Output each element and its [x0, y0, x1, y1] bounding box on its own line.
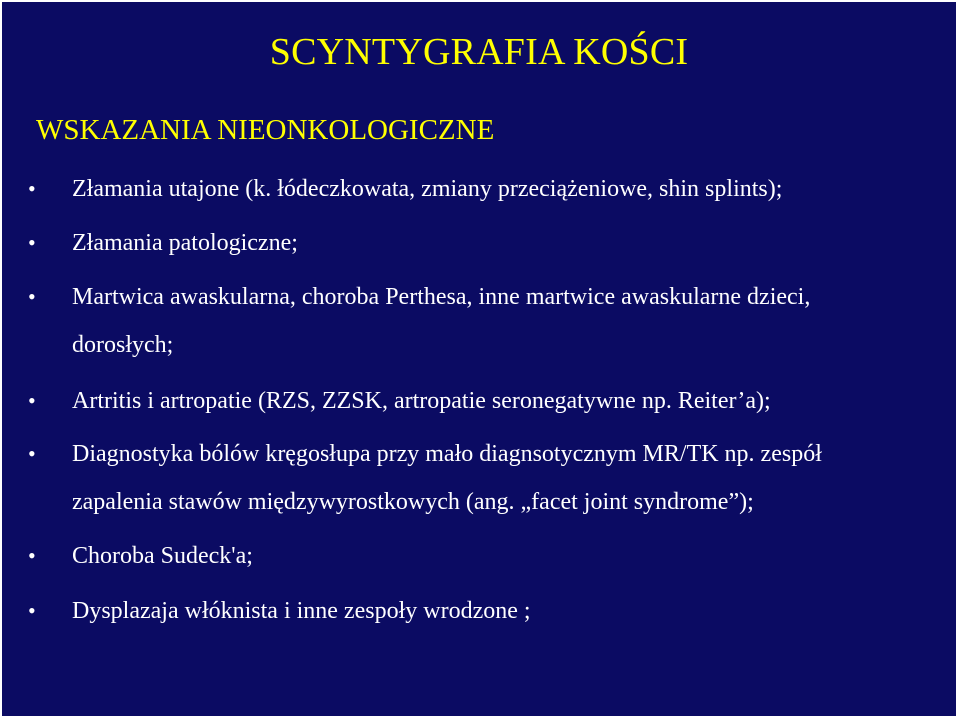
- bullet-icon: •: [28, 543, 36, 568]
- list-item-text: Złamania patologiczne;: [72, 230, 298, 256]
- list-item-text: Choroba Sudeck'a;: [72, 543, 253, 569]
- list-item-text: Artritis i artropatie (RZS, ZZSK, artropatie seronegatywne np. Reiter’a);: [72, 388, 771, 414]
- list-item-text: Martwica awaskularna, choroba Perthesa, inne martwice awaskularne dzieci,: [72, 284, 811, 310]
- list-item-text: Diagnostyka bólów kręgosłupa przy mało diagnsotycznym MR/TK np. zespół: [72, 441, 822, 467]
- bullet-icon: •: [28, 230, 36, 255]
- list-item-text: zapalenia stawów międzywyrostkowych (ang. „facet joint syndrome”);: [72, 489, 754, 515]
- list-item-text: Złamania utajone (k. łódeczkowata, zmiany przeciążeniowe, shin splints);: [72, 176, 783, 202]
- list-item-text: dorosłych;: [72, 332, 174, 358]
- slide-subtitle: WSKAZANIA NIEONKOLOGICZNE: [36, 114, 495, 146]
- bullet-icon: •: [28, 388, 36, 413]
- slide-title: SCYNTYGRAFIA KOŚCI: [269, 31, 689, 73]
- slide: [2, 2, 956, 716]
- list-item-text: Dysplazaja włóknista i inne zespoły wrodzone ;: [72, 598, 531, 624]
- bullet-icon: •: [28, 176, 36, 201]
- bullet-icon: •: [28, 441, 36, 466]
- bullet-icon: •: [28, 598, 36, 623]
- bullet-icon: •: [28, 284, 36, 309]
